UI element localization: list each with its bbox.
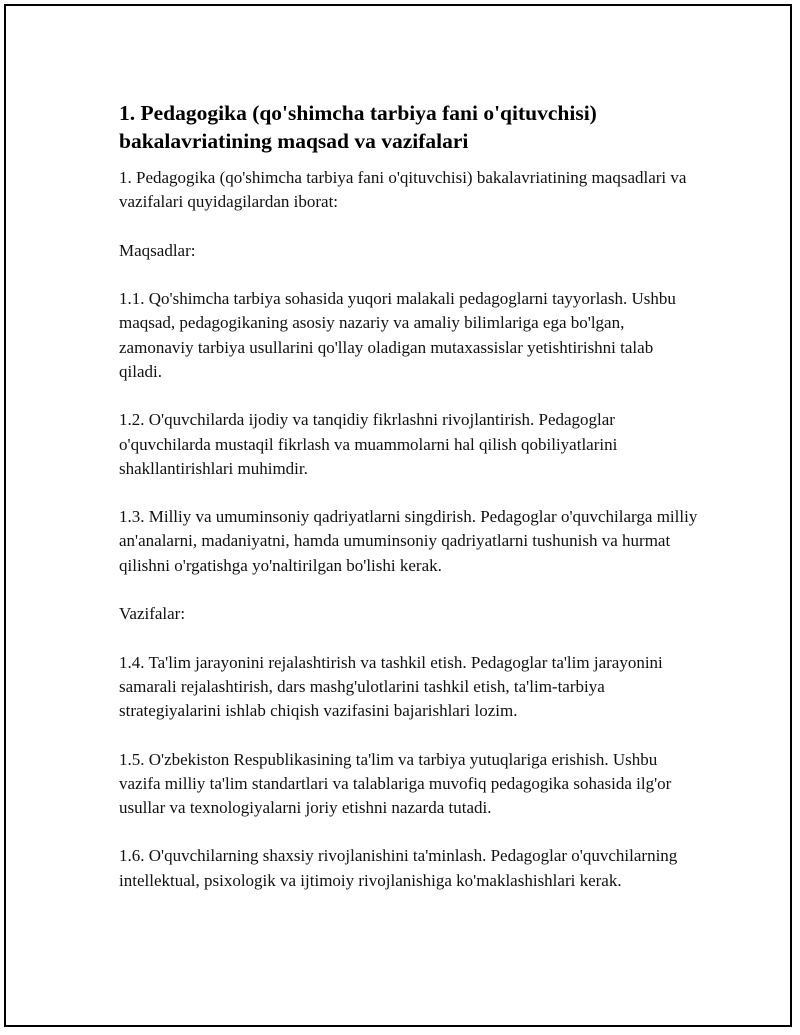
title-line-2: bakalavriatining maqsad va vazifalari: [119, 129, 469, 153]
task-paragraph-1-5: 1.5. O'zbekiston Respublikasining ta'lim va tarbiya yutuqlariga erishish. Ushbu vazifa milliy ta'lim standartlari va talablariga muvofiq pedagogika sohasida ilg'or usullar va texnologiyalarni joriy etishni nazarda tutadi.: [119, 749, 672, 817]
goal-paragraph-1-3: 1.3. Milliy va umuminsoniy qadriyatlarni singdirish. Pedagoglar o'quvchilarga milliy an'analarni, madaniyatni, hamda umuminsoniy qadriyatlarni tushunish va hurmat qilishni o'rgatishga yo'naltirilgan bo'lishi kerak.: [119, 507, 698, 575]
section-heading-goals: Maqsadlar:: [119, 240, 196, 260]
document-title: [119, 99, 699, 155]
title-line-1: 1. Pedagogika (qo'shimcha tarbiya fani o'qituvchisi): [119, 101, 597, 125]
document-body: [119, 99, 699, 917]
section-heading-tasks: Vazifalar:: [119, 604, 186, 624]
page-frame: [4, 4, 792, 1027]
goal-paragraph-1-2: 1.2. O'quvchilarda ijodiy va tanqidiy fikrlashni rivojlantirish. Pedagoglar o'quvchilarda mustaqil fikrlash va muammolarni hal qilish qobiliyatlarini shakllantirishlari muhimdir.: [119, 410, 618, 478]
goal-paragraph-1-1: 1.1. Qo'shimcha tarbiya sohasida yuqori malakali pedagoglarni tayyorlash. Ushbu maqsad, pedagogikaning asosiy nazariy va amaliy bilimlariga ega bo'lgan, zamonaviy tarbiya usullarini qo'llay oladigan mutaxassislar yetishtirishni talab qiladi.: [119, 289, 676, 381]
intro-paragraph: 1. Pedagogika (qo'shimcha tarbiya fani o'qituvchisi) bakalavriatining maqsadlari va vazifalari quyidagilardan iborat:: [119, 168, 687, 212]
task-paragraph-1-4: 1.4. Ta'lim jarayonini rejalashtirish va tashkil etish. Pedagoglar ta'lim jarayonini samarali rejalashtirish, dars mashg'ulotlarini tashkil etish, ta'lim-tarbiya strategiyalarini ishlab chiqish vazifasini bajarishlari lozim.: [119, 652, 663, 721]
task-paragraph-1-6: 1.6. O'quvchilarning shaxsiy rivojlanishini ta'minlash. Pedagoglar o'quvchilarning intellektual, psixologik va ijtimoiy rivojlanishiga ko'maklashishlari kerak.: [119, 846, 678, 890]
